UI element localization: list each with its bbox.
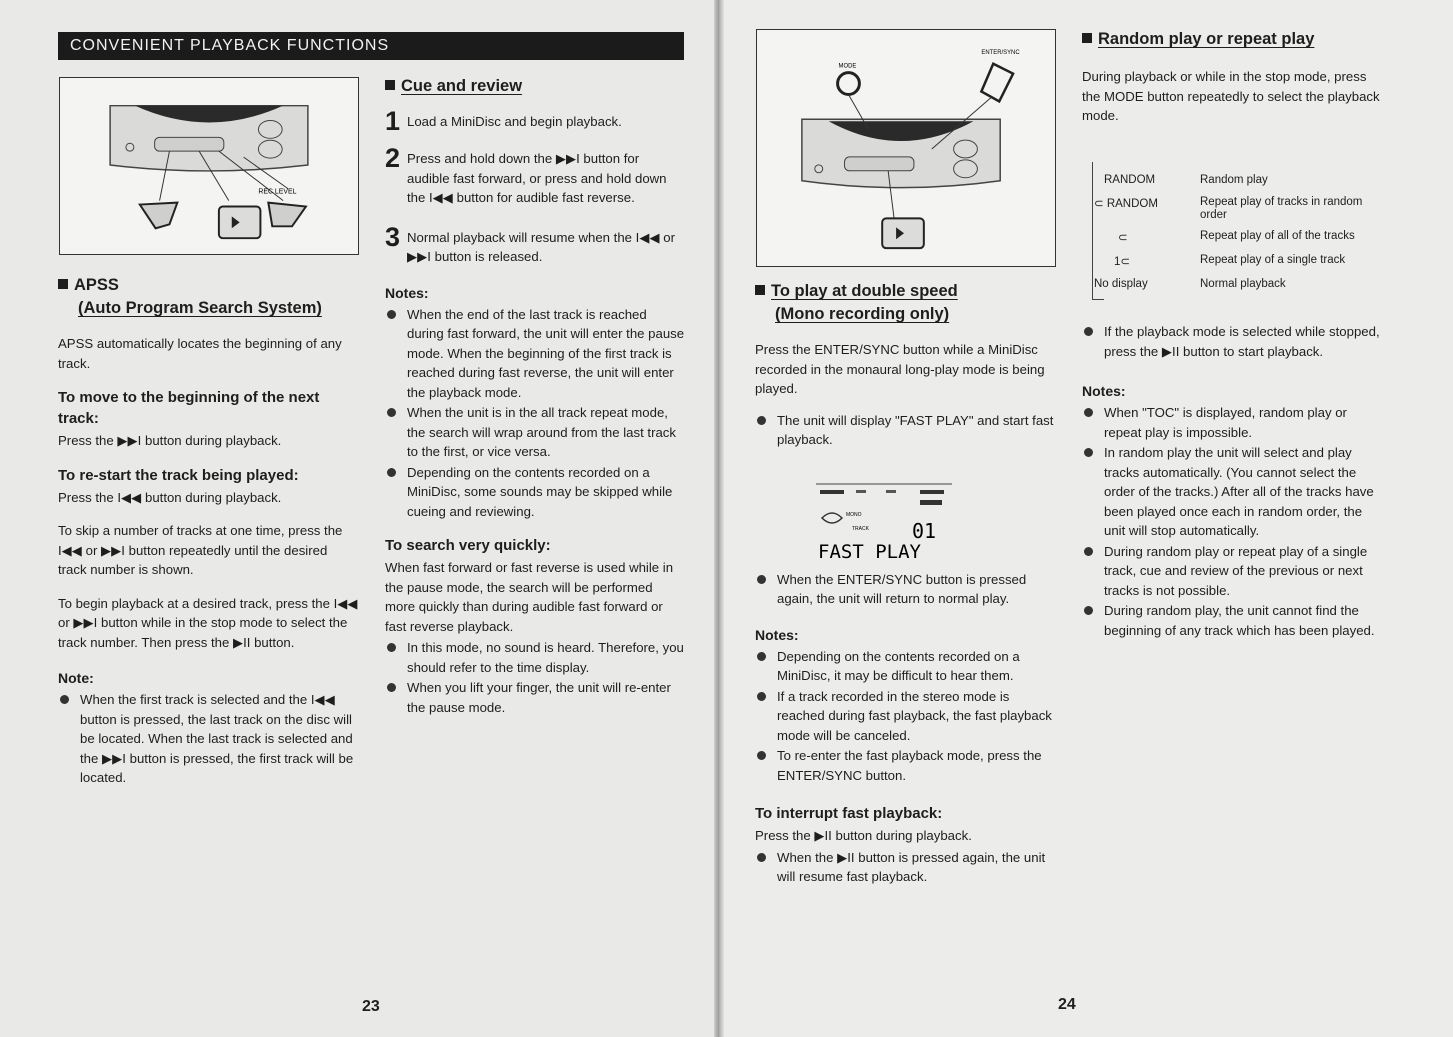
next-track-text: Press the ▶▶I button during playback.: [58, 433, 282, 448]
double-speed-intro: Press the ENTER/SYNC button while a MiniDisc recorded in the monaural long-play mode is being played.: [755, 342, 1045, 396]
step-number: 3: [385, 221, 401, 252]
begin-text: To begin playback at a desired track, press the I◀◀ or ▶▶I button while in the stop mode to select the track number. Then press the ▶II button.: [58, 595, 358, 650]
apss-note-heading: Note:: [58, 670, 94, 686]
lcd-track-label: TRACK: [852, 526, 869, 532]
mode-row: [1090, 174, 1390, 187]
search-heading: To search very quickly:: [385, 537, 551, 554]
square-bullet-icon: [385, 80, 395, 90]
mode-key: ⊂: [1118, 232, 1128, 244]
mode-desc: Repeat play of tracks in random order: [1200, 196, 1363, 221]
apss-subtitle: (Auto Program Search System): [78, 299, 322, 317]
list-item: The unit will display "FAST PLAY" and start fast playback.: [755, 411, 1055, 450]
rec-level-label: REC LEVEL: [258, 188, 297, 196]
interrupt-list: [755, 848, 1055, 887]
step-number: 2: [385, 143, 401, 173]
list-item: When you lift your finger, the unit will re-enter the pause mode.: [385, 678, 685, 717]
list-item: When the end of the last track is reached during fast forward, the unit will enter the pause mode. When the beginning of the first track is reached during fast reverse, the unit will enter the playback mode.: [385, 305, 685, 403]
playback-mode-list: [1090, 162, 1390, 302]
mode-key: ⊂ RANDOM: [1094, 198, 1158, 210]
list-item: Depending on the contents recorded on a MiniDisc, some sounds may be skipped while cueing and reviewing.: [385, 463, 685, 522]
mode-key: RANDOM: [1104, 174, 1156, 186]
step-item: [385, 108, 685, 135]
page-number-right: 24: [1058, 996, 1076, 1013]
skip-text: To skip a number of tracks at one time, press the I◀◀ or ▶▶I button repeatedly until the desired track number is shown.: [58, 523, 343, 577]
mode-label: MODE: [838, 63, 857, 70]
random-repeat-column: [1082, 28, 1382, 126]
mode-desc: Repeat play of all of the tracks: [1200, 230, 1355, 242]
random-title: Random play or repeat play: [1098, 30, 1315, 48]
lcd-mono-label: MONO: [846, 512, 862, 518]
section-banner: CONVENIENT PLAYBACK FUNCTIONS: [58, 32, 684, 60]
double-speed-list-1: [755, 411, 1055, 450]
book-spine: [714, 0, 724, 1037]
apss-intro: APSS automatically locates the beginning of any track.: [58, 336, 342, 371]
mode-key: 1⊂: [1114, 256, 1131, 268]
random-notes-heading: Notes:: [1082, 383, 1126, 399]
list-item: When "TOC" is displayed, random play or repeat play is impossible.: [1082, 403, 1382, 442]
apss-title: APSS: [74, 276, 119, 294]
mode-desc: Random play: [1200, 174, 1268, 186]
list-item: To re-enter the fast playback mode, press the ENTER/SYNC button.: [755, 746, 1055, 785]
cue-heading: [385, 75, 685, 98]
list-item: If a track recorded in the stereo mode is reached during fast playback, the fast playback mode will be canceled.: [755, 687, 1055, 746]
restart-text: Press the I◀◀ button during playback.: [58, 489, 282, 505]
enter-sync-label: ENTER/SYNC: [981, 49, 1020, 56]
random-list-1: [1082, 322, 1382, 361]
list-item: When the first track is selected and the I◀◀ button is pressed, the last track on the disc will be located. When the last track is selected and the ▶▶I button is pressed, the first track will be located.: [58, 690, 358, 788]
apss-note-list: [58, 690, 358, 788]
mode-row: [1090, 230, 1390, 244]
interrupt-text: Press the ▶II button during playback.: [755, 828, 972, 843]
square-bullet-icon: [1082, 33, 1092, 43]
double-notes-list: [755, 647, 1055, 786]
lcd-fast-play-text: FAST PLAY: [818, 541, 921, 563]
next-track-heading: To move to the beginning of the next track:: [58, 389, 320, 427]
search-text: When fast forward or fast reverse is used while in the pause mode, the search will be performed more quickly than during audible fast forward or fast reverse playback.: [385, 560, 674, 634]
random-heading: [1082, 28, 1382, 51]
step-text: Load a MiniDisc and begin playback.: [407, 114, 622, 129]
search-list: [385, 638, 685, 717]
apss-heading: [58, 274, 358, 320]
list-item: When the ▶II button is pressed again, the unit will resume fast playback.: [755, 848, 1055, 887]
step-number: 1: [385, 106, 401, 136]
mode-desc: Normal playback: [1200, 278, 1286, 290]
cue-title: Cue and review: [401, 77, 523, 95]
square-bullet-icon: [755, 285, 765, 295]
mode-key: No display: [1094, 278, 1148, 290]
random-intro: During playback or while in the stop mode, press the MODE button repeatedly to select the playback mode.: [1082, 69, 1380, 123]
unit-drawing-2: [757, 30, 1055, 266]
cue-review-column: [385, 75, 685, 717]
mode-desc: Repeat play of a single track: [1200, 254, 1346, 266]
square-bullet-icon: [58, 279, 68, 289]
step-text: Press and hold down the ▶▶I button for audible fast forward, or press and hold down the I◀◀ button for audible fast reverse.: [407, 151, 667, 205]
page-number-left: 23: [362, 998, 380, 1015]
step-text: Normal playback will resume when the I◀◀ or ▶▶I button is released.: [407, 229, 676, 264]
unit-drawing: [60, 78, 358, 254]
restart-heading: To re-start the track being played:: [58, 466, 299, 484]
apss-column: [58, 274, 358, 788]
lcd-track-number: 01: [912, 519, 937, 543]
list-item: In this mode, no sound is heard. Therefore, you should refer to the time display.: [385, 638, 685, 677]
apss-button-illustration: [59, 77, 359, 255]
list-item: During random play or repeat play of a single track, cue and review of the previous or next tracks is not possible.: [1082, 542, 1382, 601]
interrupt-heading: To interrupt fast playback:: [755, 805, 943, 822]
step-item: [385, 221, 685, 267]
random-notes-list: [1082, 403, 1382, 640]
cue-notes-heading: Notes:: [385, 284, 429, 301]
mode-button-illustration: [756, 29, 1056, 267]
mode-row: [1090, 254, 1390, 268]
list-item: If the playback mode is selected while stopped, press the ▶II button to start playback.: [1082, 322, 1382, 361]
double-notes-heading: Notes:: [755, 626, 799, 643]
list-item: When the ENTER/SYNC button is pressed again, the unit will return to normal play.: [755, 570, 1055, 609]
list-item: In random play the unit will select and play tracks automatically. (You cannot select the order of the tracks.) After all of the tracks have been played once each in random order, the unit will stop automatically.: [1082, 443, 1382, 541]
double-speed-subtitle: (Mono recording only): [775, 305, 950, 323]
mode-row: [1090, 196, 1390, 222]
double-speed-list-2: [755, 570, 1055, 609]
list-item: During random play, the unit cannot find the beginning of any track which has been played.: [1082, 601, 1382, 640]
cue-notes-list: [385, 305, 685, 522]
double-speed-heading: [755, 280, 1055, 326]
mode-row: [1090, 278, 1390, 291]
double-speed-column: [755, 280, 1055, 887]
step-item: [385, 145, 685, 208]
list-item: Depending on the contents recorded on a MiniDisc, it may be difficult to hear them.: [755, 647, 1055, 686]
lcd-drawing: [816, 478, 952, 566]
list-item: When the unit is in the all track repeat mode, the search will wrap around from the last track to the first, or vice versa.: [385, 403, 685, 462]
double-speed-title: To play at double speed: [771, 282, 958, 300]
random-notes-column: [1082, 320, 1382, 640]
lcd-display: [816, 478, 952, 566]
